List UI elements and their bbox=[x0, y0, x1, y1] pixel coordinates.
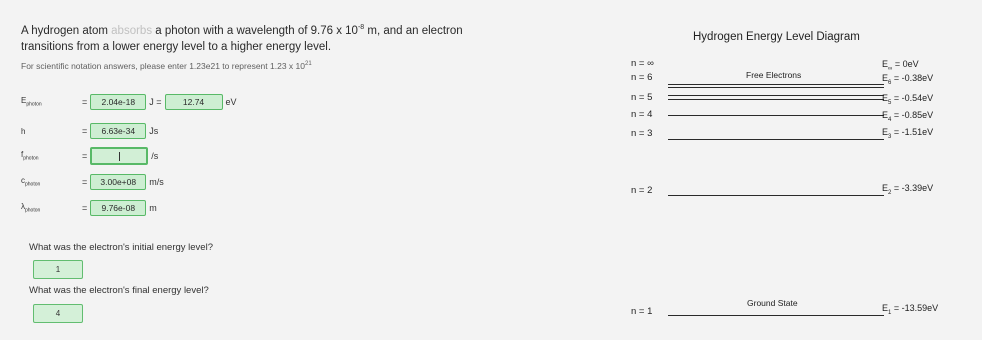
ephoton-row: $E_{photon}$ = 2.04e-18 J = 12.74 eV bbox=[21, 93, 237, 111]
wavelength-input[interactable]: 9.76e-08 bbox=[90, 200, 146, 216]
level-line-5a bbox=[668, 95, 884, 96]
level-line-2 bbox=[668, 195, 884, 196]
question-text: A hydrogen atom absorbs a photon with a wavelength of 9.76 x $10^{-8}$ m, and an electron transitions from a lower energy level to a higher energy level. bbox=[21, 24, 463, 53]
highlighted-word: absorbs bbox=[111, 24, 153, 37]
energy-label-5: $E_5 = -0.54eV$ bbox=[882, 93, 934, 106]
text-cursor bbox=[119, 152, 120, 161]
n-label-1: n = 1 bbox=[631, 306, 653, 317]
n-label-inf: n = ∞ bbox=[631, 58, 654, 69]
energy-label-4: $E_4 = -0.85eV$ bbox=[882, 110, 934, 123]
diagram-title: Hydrogen Energy Level Diagram bbox=[693, 31, 860, 43]
n-label-5: n = 5 bbox=[631, 92, 653, 103]
notation-note: For scientific notation answers, please enter 1.23e21 to represent 1.23 x $10^{21}$ bbox=[21, 61, 312, 71]
lambda-row: $\lambda_{photon}$ = 9.76e-08 m bbox=[21, 199, 157, 217]
level-line-3 bbox=[668, 139, 884, 140]
energy-label-6: $E_6 = -0.38eV$ bbox=[882, 73, 934, 86]
frequency-input[interactable] bbox=[90, 147, 148, 165]
level-line-6 bbox=[668, 87, 884, 88]
level-line-4 bbox=[668, 115, 884, 116]
fphoton-row: $f_{photon}$ = /s bbox=[21, 147, 158, 165]
h-row: h = 6.63e-34 Js bbox=[21, 122, 158, 140]
level-line-5 bbox=[668, 99, 884, 100]
cphoton-row: $c_{photon}$ = 3.00e+08 m/s bbox=[21, 173, 164, 191]
n-label-6: n = 6 bbox=[631, 72, 653, 83]
planck-constant-input[interactable]: 6.63e-34 bbox=[90, 123, 146, 139]
energy-label-inf: $E_\infty = 0eV$ bbox=[882, 59, 919, 72]
n-label-3: n = 3 bbox=[631, 128, 653, 139]
final-level-question: What was the electron's final energy level? bbox=[29, 285, 209, 296]
speed-of-light-input[interactable]: 3.00e+08 bbox=[90, 174, 146, 190]
lambda-label: $\lambda_{photon}$ bbox=[21, 202, 41, 214]
energy-label-1: $E_1 = -13.59eV$ bbox=[882, 303, 939, 316]
ephoton-joules-input[interactable]: 2.04e-18 bbox=[90, 94, 146, 110]
ground-state-label: Ground State bbox=[747, 298, 798, 308]
final-level-input[interactable]: 4 bbox=[33, 304, 83, 323]
initial-level-input[interactable]: 1 bbox=[33, 260, 83, 279]
energy-label-3: $E_3 = -1.51eV$ bbox=[882, 127, 934, 140]
cphoton-label: $c_{photon}$ bbox=[21, 176, 41, 188]
level-line-1 bbox=[668, 315, 884, 316]
h-label: h bbox=[21, 126, 26, 136]
fphoton-label: $f_{photon}$ bbox=[21, 150, 39, 162]
n-label-4: n = 4 bbox=[631, 109, 653, 120]
n-label-2: n = 2 bbox=[631, 185, 653, 196]
energy-label-2: $E_2 = -3.39eV$ bbox=[882, 183, 934, 196]
ephoton-ev-input[interactable]: 12.74 bbox=[165, 94, 223, 110]
level-line-inf bbox=[668, 84, 884, 85]
initial-level-question: What was the electron's initial energy level? bbox=[29, 242, 213, 253]
ephoton-label: $E_{photon}$ bbox=[21, 96, 42, 108]
free-electrons-label: Free Electrons bbox=[746, 70, 802, 80]
